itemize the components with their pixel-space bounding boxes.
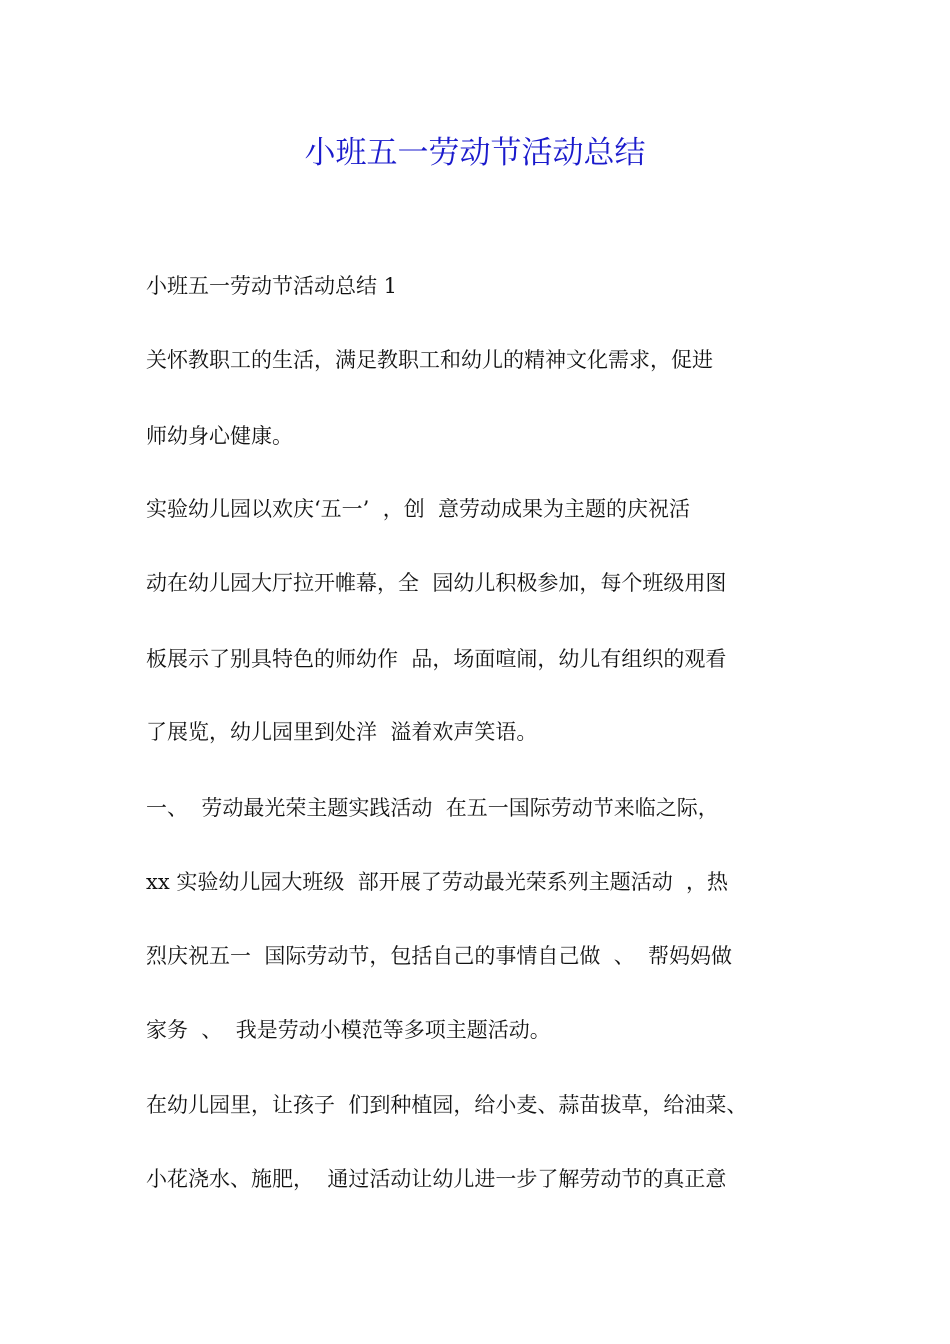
- text-line: 了展览，幼儿园里到处洋 溢着欢声笑语。: [146, 720, 538, 744]
- text-line: 板展示了别具特色的师幼作 品，场面喧闹，幼儿有组织的观看: [146, 647, 727, 671]
- text-line: 小花浇水、施肥， 通过活动让幼儿进一步了解劳动节的真正意: [146, 1167, 727, 1191]
- text-line: xx 实验幼儿园大班级 部开展了劳动最光荣系列主题活动 ，热: [146, 870, 729, 894]
- text-line: 实验幼儿园以欢庆‘五一’ ，创 意劳动成果为主题的庆祝活: [146, 497, 691, 521]
- section-heading: 小班五一劳动节活动总结 1: [146, 274, 398, 298]
- text-line: 家务 、 我是劳动小模范等多项主题活动。: [146, 1018, 551, 1042]
- text-line: 关怀教职工的生活，满足教职工和幼儿的精神文化需求，促进: [146, 348, 713, 372]
- text-line: 烈庆祝五一 国际劳动节，包括自己的事情自己做 、 帮妈妈做: [146, 944, 733, 968]
- text-line: 在幼儿园里，让孩子 们到种植园，给小麦、蒜苗拔草，给油菜、: [146, 1093, 748, 1117]
- text-line: 一、 劳动最光荣主题实践活动 在五一国际劳动节来临之际，: [146, 796, 719, 820]
- document-title: 小班五一劳动节活动总结: [304, 135, 646, 171]
- text-line: 动在幼儿园大厅拉开帷幕，全 园幼儿积极参加，每个班级用图: [146, 571, 727, 595]
- text-line: 师幼身心健康。: [146, 424, 293, 448]
